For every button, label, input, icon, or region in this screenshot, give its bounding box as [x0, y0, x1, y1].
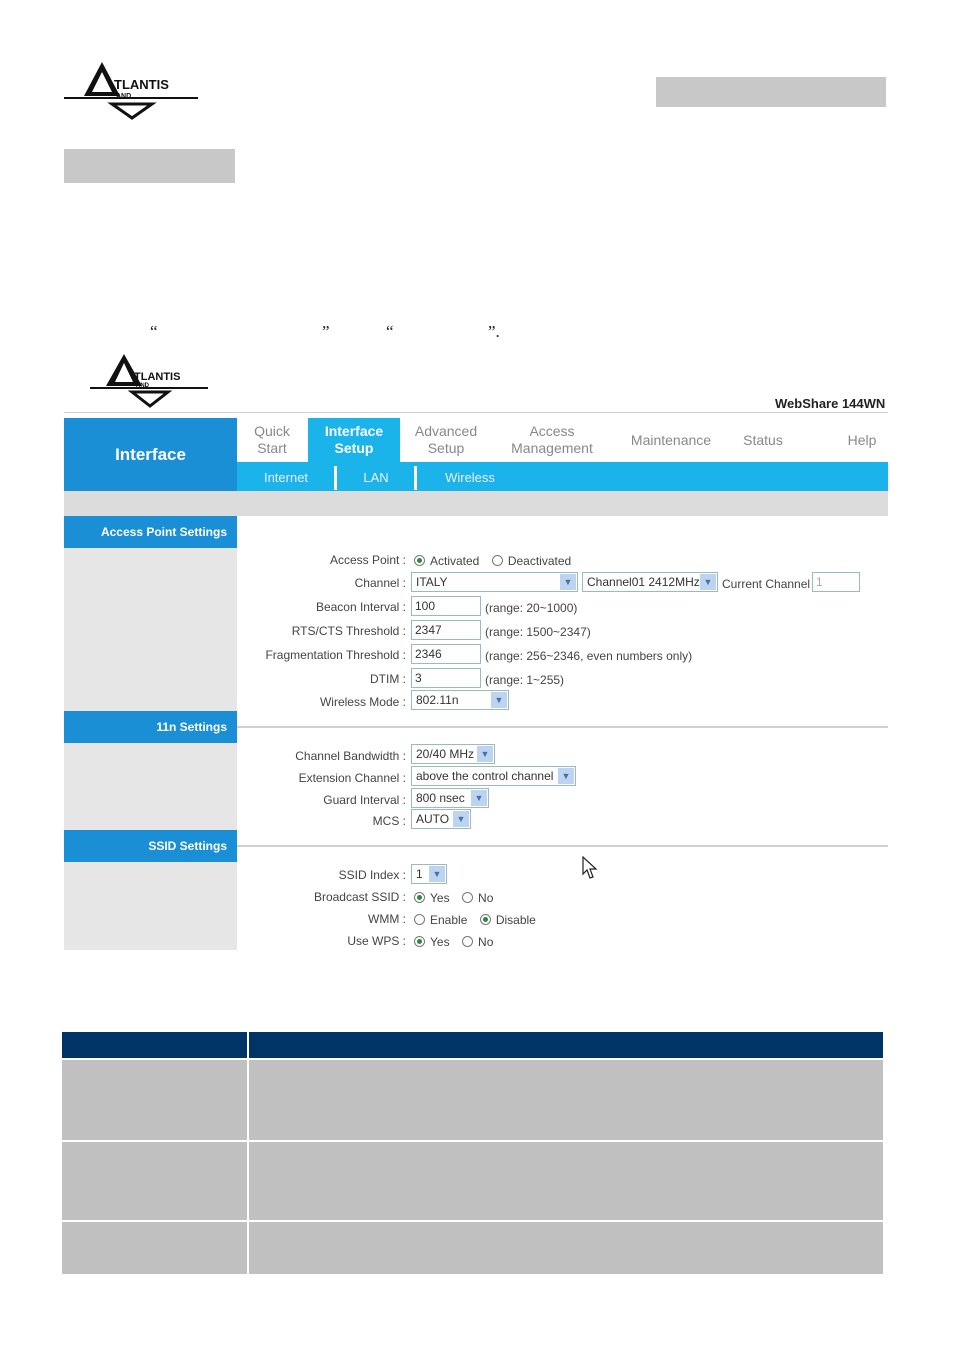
channel-select[interactable] [582, 572, 718, 592]
table-cell [249, 1222, 883, 1274]
fragmentation-range: (range: 256~2346, even numbers only) [485, 649, 693, 663]
svg-text:AND: AND [136, 383, 149, 389]
wireless-mode-label: Wireless Mode : [319, 695, 406, 709]
fragmentation-label: Fragmentation Threshold : [265, 648, 406, 662]
nav-help[interactable]: Help [847, 431, 877, 448]
dtim-label: DTIM : [370, 672, 406, 686]
access-point-label: Access Point : [329, 553, 406, 567]
quote-mark: “ [150, 322, 158, 341]
table-header-col1 [62, 1032, 247, 1058]
section-ssid-settings: SSID Settings [64, 830, 237, 862]
rts-input[interactable]: 2347 [411, 620, 481, 640]
ssid-index-value: 1 [416, 867, 423, 881]
fragmentation-input[interactable]: 2346 [411, 644, 481, 664]
subnav-separator [334, 466, 337, 490]
chevron-down-icon: ▼ [429, 866, 445, 882]
nav-status[interactable]: Status [743, 431, 783, 448]
section-divider [237, 726, 888, 728]
activated-radio[interactable] [414, 555, 425, 566]
nav-advanced-setup[interactable]: Advanced Setup [414, 423, 478, 456]
deactivated-label: Deactivated [507, 553, 572, 568]
channel-value: Channel01 2412MHz [587, 575, 700, 589]
wmm-enable-label: Enable [430, 912, 468, 927]
wmm-label: WMM : [368, 912, 406, 926]
subnav-internet[interactable]: Internet [263, 470, 309, 485]
guard-interval-value: 800 nsec [416, 791, 465, 805]
use-wps-label: Use WPS : [347, 934, 406, 948]
chevron-down-icon: ▼ [560, 574, 576, 590]
access-point-radios [414, 552, 579, 570]
subnav-separator [414, 466, 417, 490]
current-channel-field: 1 [812, 572, 860, 592]
country-value: ITALY [416, 575, 448, 589]
ssid-index-select[interactable] [411, 864, 447, 884]
quote-mark: ” [322, 322, 330, 341]
beacon-range: (range: 20~1000) [485, 601, 578, 615]
nav-access-management[interactable]: Access Management [511, 423, 593, 456]
wps-yes-label: Yes [430, 934, 450, 949]
mcs-value: AUTO [416, 812, 450, 826]
table-cell [249, 1060, 883, 1140]
broadcast-ssid-radios [414, 889, 501, 907]
rts-label: RTS/CTS Threshold : [291, 624, 406, 638]
chevron-down-icon: ▼ [491, 692, 507, 708]
wps-no-label: No [478, 934, 494, 949]
chevron-down-icon: ▼ [558, 768, 574, 784]
header-bar-right [656, 77, 886, 107]
extension-channel-label: Extension Channel : [298, 771, 406, 785]
section-divider [237, 845, 888, 847]
bandwidth-label: Channel Bandwidth : [295, 749, 406, 763]
mcs-label: MCS : [372, 814, 406, 828]
table-header-col2 [249, 1032, 883, 1058]
activated-label: Activated [430, 553, 480, 568]
subnav-wireless[interactable]: Wireless [445, 470, 495, 485]
section-title-bar [64, 149, 235, 183]
guard-interval-label: Guard Interval : [323, 793, 406, 807]
bandwidth-select[interactable] [411, 744, 495, 764]
table-cell [62, 1142, 247, 1220]
dtim-input[interactable]: 3 [411, 668, 481, 688]
page-title: Interface [64, 418, 237, 491]
beacon-input[interactable]: 100 [411, 596, 481, 616]
channel-label: Channel : [354, 576, 406, 590]
section-access-point-settings: Access Point Settings [64, 516, 237, 548]
wps-no-radio[interactable] [462, 936, 473, 947]
router-logo [88, 350, 212, 410]
current-channel-label: Current Channel [722, 577, 811, 591]
wps-yes-radio[interactable] [414, 936, 425, 947]
model-name: WebShare 144WN [775, 396, 886, 411]
gray-strip [64, 491, 888, 516]
deactivated-radio[interactable] [492, 555, 503, 566]
chevron-down-icon: ▼ [471, 790, 487, 806]
header-divider [64, 412, 888, 413]
bandwidth-value: 20/40 MHz [416, 747, 475, 761]
dtim-range: (range: 1~255) [485, 673, 565, 687]
nav-quick-start[interactable]: Quick Start [254, 423, 290, 456]
nav-interface-setup[interactable]: Interface Setup [308, 418, 400, 462]
section-11n-settings: 11n Settings [64, 711, 237, 743]
wireless-mode-select[interactable] [411, 690, 509, 710]
quote-mark: “ [386, 322, 394, 341]
table-cell [62, 1222, 247, 1274]
extension-channel-value: above the control channel [416, 769, 554, 783]
mouse-cursor-icon [582, 856, 598, 885]
wmm-radios [414, 911, 544, 929]
quote-mark: ”. [488, 322, 500, 341]
guard-interval-select[interactable] [411, 788, 489, 808]
wireless-mode-value: 802.11n [416, 693, 459, 707]
wmm-enable-radio[interactable] [414, 914, 425, 925]
broadcast-ssid-label: Broadcast SSID : [313, 890, 406, 904]
extension-channel-select[interactable] [411, 766, 576, 786]
wmm-disable-label: Disable [495, 912, 536, 927]
svg-text:TLANTIS: TLANTIS [114, 77, 169, 92]
svg-text:AND: AND [116, 93, 132, 100]
table-cell [249, 1142, 883, 1220]
subnav-lan[interactable]: LAN [363, 470, 389, 485]
wmm-disable-radio[interactable] [480, 914, 491, 925]
mcs-select[interactable] [411, 809, 471, 829]
country-select[interactable] [411, 572, 578, 592]
rts-range: (range: 1500~2347) [485, 625, 591, 639]
svg-text:TLANTIS: TLANTIS [134, 371, 181, 383]
use-wps-radios [414, 933, 501, 951]
broadcast-yes-radio[interactable] [414, 892, 425, 903]
table-cell [62, 1060, 247, 1140]
broadcast-no-radio[interactable] [462, 892, 473, 903]
broadcast-no-label: No [478, 890, 494, 905]
chevron-down-icon: ▼ [477, 746, 493, 762]
ssid-index-label: SSID Index : [338, 868, 406, 882]
broadcast-yes-label: Yes [430, 890, 450, 905]
nav-maintenance[interactable]: Maintenance [630, 431, 712, 448]
chevron-down-icon: ▼ [453, 811, 469, 827]
atlantis-logo [62, 58, 202, 122]
beacon-label: Beacon Interval : [315, 600, 406, 614]
chevron-down-icon: ▼ [700, 574, 716, 590]
